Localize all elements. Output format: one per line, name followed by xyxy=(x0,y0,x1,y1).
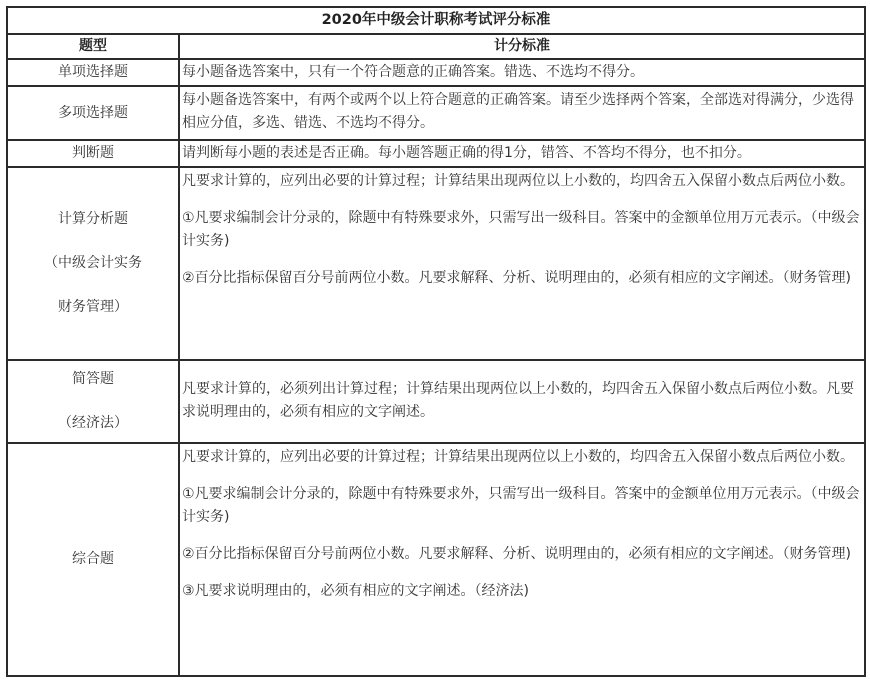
question-type-subject: 财务管理） xyxy=(58,299,128,315)
table-row-calculation-analysis xyxy=(7,167,865,360)
scoring-standard-table xyxy=(6,6,866,677)
standard-cell xyxy=(179,360,865,443)
standard-text: ①凡要求编制会计分录的，除题中有特殊要求外，只需写出一级科目。答案中的金额单位用万元表示。（中级会计实务) xyxy=(182,486,860,525)
question-type-cell xyxy=(7,86,179,140)
question-type-label: 简答题 xyxy=(72,371,114,387)
standard-text: ③凡要求说明理由的，必须有相应的文字阐述。（经济法) xyxy=(182,583,530,599)
standard-text: ②百分比指标保留百分号前两位小数。凡要求解释、分析、说明理由的，必须有相应的文字阐述。（财务管理) xyxy=(182,546,852,562)
table-row-true-false xyxy=(7,140,865,167)
standard-text: 凡要求计算的，应列出必要的计算过程；计算结果出现两位以上小数的，均四舍五入保留小数点后两位小数。 xyxy=(182,449,854,465)
column-header-standard: 计分标准 xyxy=(179,34,865,59)
table-row-short-answer xyxy=(7,360,865,443)
column-header-type: 题型 xyxy=(7,34,179,59)
question-type-cell xyxy=(7,59,179,86)
question-type-cell xyxy=(7,167,179,360)
standard-cell xyxy=(179,443,865,676)
question-type-subject: （经济法） xyxy=(58,415,128,431)
question-type-label: 计算分析题 xyxy=(58,211,128,227)
table-row-comprehensive xyxy=(7,443,865,676)
standard-cell xyxy=(179,59,865,86)
table-title-row xyxy=(7,7,865,34)
standard-cell xyxy=(179,140,865,167)
table-row-single-choice xyxy=(7,59,865,86)
standard-cell xyxy=(179,86,865,140)
question-type-subject: （中级会计实务 xyxy=(44,255,142,271)
table-row-multiple-choice xyxy=(7,86,865,140)
table-header-row xyxy=(7,34,865,59)
standard-text: 请判断每小题的表述是否正确。每小题答题正确的得1分，错答、不答均不得分，也不扣分。 xyxy=(182,145,751,161)
standard-text: ②百分比指标保留百分号前两位小数。凡要求解释、分析、说明理由的，必须有相应的文字阐述。（财务管理) xyxy=(182,270,852,286)
question-type-label: 多项选择题 xyxy=(58,104,128,121)
standard-text: ①凡要求编制会计分录的，除题中有特殊要求外，只需写出一级科目。答案中的金额单位用万元表示。（中级会计实务) xyxy=(182,210,860,249)
question-type-cell xyxy=(7,140,179,167)
question-type-cell xyxy=(7,360,179,443)
standard-text: 每小题备选答案中，有两个或两个以上符合题意的正确答案。请至少选择两个答案，全部选对得满分，少选得相应分值，多选、错选、不选均不得分。 xyxy=(182,92,854,131)
question-type-label: 判断题 xyxy=(72,145,114,161)
standard-text: 凡要求计算的，必须列出计算过程；计算结果出现两位以上小数的，均四舍五入保留小数点后两位小数。凡要求说明理由的，必须有相应的文字阐述。 xyxy=(182,380,854,420)
question-type-label: 单项选择题 xyxy=(58,64,128,80)
standard-text: 每小题备选答案中，只有一个符合题意的正确答案。错选、不选均不得分。 xyxy=(182,64,644,80)
standard-text: 凡要求计算的，应列出必要的计算过程；计算结果出现两位以上小数的，均四舍五入保留小数点后两位小数。 xyxy=(182,173,854,189)
question-type-cell xyxy=(7,443,179,676)
question-type-label: 综合题 xyxy=(72,551,114,567)
table-title: 2020年中级会计职称考试评分标准 xyxy=(7,7,865,34)
standard-cell xyxy=(179,167,865,360)
